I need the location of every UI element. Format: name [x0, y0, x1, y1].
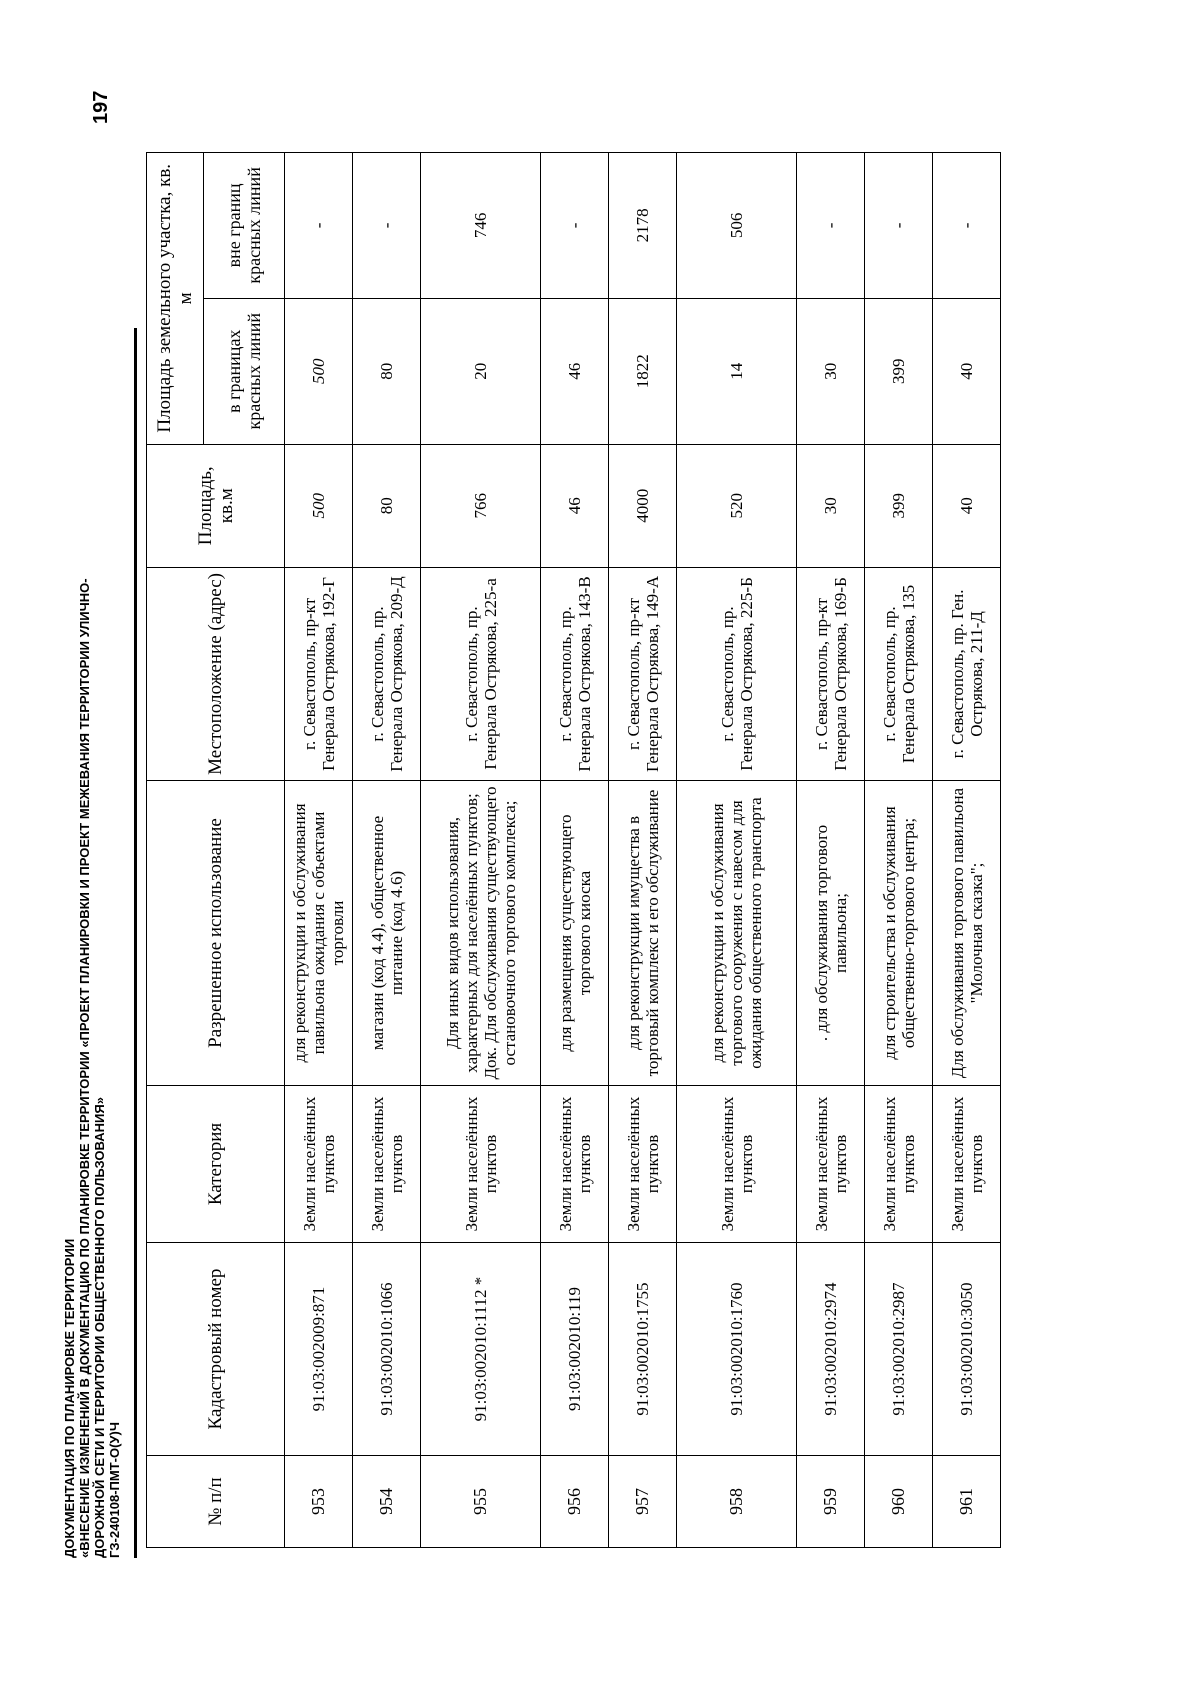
- cell-outside: -: [933, 153, 1001, 299]
- cell-num: 958: [677, 1456, 797, 1548]
- cell-usage: Для иных видов использования, характерных для населённых пунктов; Док. Для обслуживания существующего остановочного торгового комплекса;: [421, 780, 541, 1085]
- cell-outside: -: [353, 153, 421, 299]
- cell-usage: магазин (код 4.4), общественное питание (код 4.6): [353, 780, 421, 1085]
- table-row: [865, 153, 933, 1548]
- cell-area: 40: [933, 444, 1001, 567]
- cell-location: г. Севастополь, пр. Генерала Острякова, 225-Б: [677, 567, 797, 780]
- header-outside: вне границ красных линий: [204, 153, 285, 299]
- cell-usage: для реконструкции имущества в торговый комплекс и его обслуживание: [609, 780, 677, 1085]
- table-row: [541, 153, 609, 1548]
- table-row: [797, 153, 865, 1548]
- header-divider: [134, 328, 137, 1558]
- header-line-4: ГЗ-240108-ПМТ-О(У)Ч: [107, 1422, 122, 1558]
- document-header: [62, 138, 122, 1558]
- cell-num: 956: [541, 1456, 609, 1548]
- cell-location: г. Севастополь, пр. Генерала Острякова, 143-В: [541, 567, 609, 780]
- cell-outside: 746: [421, 153, 541, 299]
- cell-location: г. Севастополь, пр-кт Генерала Острякова, 192-Г: [285, 567, 353, 780]
- cell-location: г. Севастополь, пр. Ген. Острякова, 211-Д: [933, 567, 1001, 780]
- cell-category: Земли населённых пунктов: [285, 1086, 353, 1243]
- cell-inside: 46: [541, 298, 609, 444]
- cell-category: Земли населённых пунктов: [353, 1086, 421, 1243]
- cell-category: Земли населённых пунктов: [421, 1086, 541, 1243]
- table-row: [933, 153, 1001, 1548]
- cell-num: 959: [797, 1456, 865, 1548]
- header-usage: Разрешенное использование: [147, 780, 285, 1085]
- cell-num: 953: [285, 1456, 353, 1548]
- cell-num: 957: [609, 1456, 677, 1548]
- cell-location: г. Севастополь, пр-кт Генерала Острякова, 169-Б: [797, 567, 865, 780]
- header-area-group: Площадь земельного участка, кв. м: [147, 153, 204, 445]
- cell-outside: -: [865, 153, 933, 299]
- cell-outside: -: [541, 153, 609, 299]
- cell-usage: для реконструкции и обслуживания павильона ожидания с объектами торговли: [285, 780, 353, 1085]
- cell-area: 520: [677, 444, 797, 567]
- cell-cadastral: 91:03:002009:871: [285, 1242, 353, 1455]
- table-row: [609, 153, 677, 1548]
- cell-inside: 30: [797, 298, 865, 444]
- header-category: Категория: [147, 1086, 285, 1243]
- cell-category: Земли населённых пунктов: [677, 1086, 797, 1243]
- cell-cadastral: 91:03:002010:1760: [677, 1242, 797, 1455]
- cell-area: 80: [353, 444, 421, 567]
- header-line-2: «ВНЕСЕНИЕ ИЗМЕНЕНИЙ В ДОКУМЕНТАЦИЮ ПО ПЛАНИРОВКЕ ТЕРРИТОРИИ «ПРОЕКТ ПЛАНИРОВКИ И ПРОЕКТ МЕЖЕВАНИЯ ТЕРРИТОРИИ УЛИЧНО-: [77, 578, 92, 1558]
- cell-num: 960: [865, 1456, 933, 1548]
- page-number: 197: [90, 90, 112, 124]
- cell-usage: для строительства и обслуживания общественно-торгового центра;: [865, 780, 933, 1085]
- cell-location: г. Севастополь, пр. Генерала Острякова, 225-а: [421, 567, 541, 780]
- cell-outside: -: [285, 153, 353, 299]
- cell-cadastral: 91:03:002010:2974: [797, 1242, 865, 1455]
- cell-inside: 80: [353, 298, 421, 444]
- cell-category: Земли населённых пунктов: [797, 1086, 865, 1243]
- header-inside: в границах красных линий: [204, 298, 285, 444]
- cell-usage: Для обслуживания торгового павильона "Молочная сказка";: [933, 780, 1001, 1085]
- cell-inside: 500: [285, 298, 353, 444]
- cell-num: 961: [933, 1456, 1001, 1548]
- cell-outside: 506: [677, 153, 797, 299]
- cell-usage: . для обслуживания торгового павильона;: [797, 780, 865, 1085]
- table-row: [677, 153, 797, 1548]
- header-location: Местоположение (адрес): [147, 567, 285, 780]
- cell-cadastral: 91:03:002010:119: [541, 1242, 609, 1455]
- cell-inside: 399: [865, 298, 933, 444]
- cell-cadastral: 91:03:002010:3050: [933, 1242, 1001, 1455]
- cell-inside: 40: [933, 298, 1001, 444]
- header-line-1: ДОКУМЕНТАЦИЯ ПО ПЛАНИРОВКЕ ТЕРРИТОРИИ: [62, 1238, 77, 1558]
- cell-area: 399: [865, 444, 933, 567]
- cell-num: 955: [421, 1456, 541, 1548]
- cell-inside: 1822: [609, 298, 677, 444]
- cell-area: 4000: [609, 444, 677, 567]
- header-line-3: ДОРОЖНОЙ СЕТИ И ТЕРРИТОРИИ ОБЩЕСТВЕННОГО ПОЛЬЗОВАНИЯ»: [92, 1097, 107, 1558]
- cell-location: г. Севастополь, пр. Генерала Острякова, 209-Д: [353, 567, 421, 780]
- cell-outside: -: [797, 153, 865, 299]
- cell-cadastral: 91:03:002010:2987: [865, 1242, 933, 1455]
- cell-num: 954: [353, 1456, 421, 1548]
- cell-outside: 2178: [609, 153, 677, 299]
- land-plot-table: [146, 152, 1001, 1548]
- cell-inside: 14: [677, 298, 797, 444]
- header-cadastral: Кадастровый номер: [147, 1242, 285, 1455]
- cell-usage: для размещения существующего торгового киоска: [541, 780, 609, 1085]
- cell-usage: для реконструкции и обслуживания торгового сооружения с навесом для ожидания общественного транспорта: [677, 780, 797, 1085]
- cell-category: Земли населённых пунктов: [933, 1086, 1001, 1243]
- cell-location: г. Севастополь, пр. Генерала Острякова, 135: [865, 567, 933, 780]
- table-row: [421, 153, 541, 1548]
- cell-category: Земли населённых пунктов: [865, 1086, 933, 1243]
- cell-area: 766: [421, 444, 541, 567]
- cell-category: Земли населённых пунктов: [541, 1086, 609, 1243]
- table-row: [353, 153, 421, 1548]
- cell-cadastral: 91:03:002010:1112 *: [421, 1242, 541, 1455]
- cell-inside: 20: [421, 298, 541, 444]
- cell-area: 500: [285, 444, 353, 567]
- cell-category: Земли населённых пунктов: [609, 1086, 677, 1243]
- table-row: [285, 153, 353, 1548]
- header-num: № п/п: [147, 1456, 285, 1548]
- cell-area: 30: [797, 444, 865, 567]
- cell-cadastral: 91:03:002010:1066: [353, 1242, 421, 1455]
- header-area: Площадь, кв.м: [147, 444, 285, 567]
- cell-cadastral: 91:03:002010:1755: [609, 1242, 677, 1455]
- cell-area: 46: [541, 444, 609, 567]
- cell-location: г. Севастополь, пр-кт Генерала Острякова, 149-А: [609, 567, 677, 780]
